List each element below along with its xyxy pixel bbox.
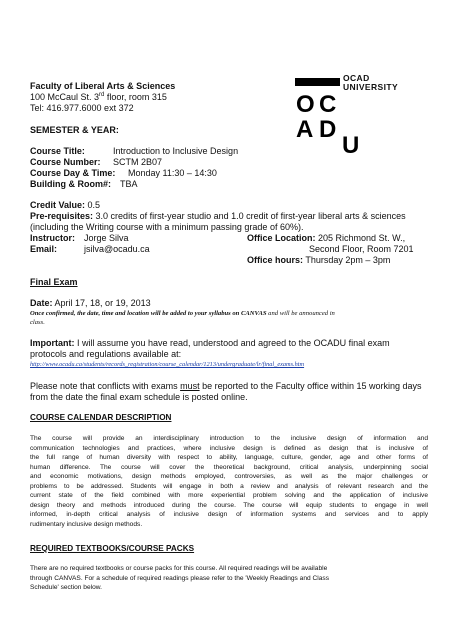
prerequisites-line-2: (including the Writing course with a minimum passing grade of 60%). (30, 222, 304, 232)
calendar-line: design theory and methods introduced during the course. The course will equip students to engage in well (30, 501, 428, 509)
logo-block-tl (295, 78, 340, 86)
faculty-name: Faculty of Liberal Arts & Sciences (30, 81, 176, 91)
important-row: Important: I will assume you have read, understood and agreed to the OCADU final exam (30, 338, 390, 348)
calendar-line: human difference. The course will cover the theoretical background, critical analysis, underpinning social (30, 463, 428, 471)
calendar-line: rudimentary inclusive design methods. (30, 520, 143, 528)
textbooks-line: There are no required textbooks or course packs for this course. All required readings will be available (30, 565, 328, 572)
instructor-name: Jorge Silva (84, 233, 129, 243)
textbooks-line: Schedule' section below. (30, 584, 103, 591)
course-number-value: SCTM 2B07 (113, 157, 163, 167)
course-room-row: Building & Room#: TBA (30, 179, 138, 189)
calendar-line: the full range of human diversity with respect to ability, language, culture, gender, age and other forms of (30, 454, 428, 461)
calendar-line: communication technologies and practices, where inclusive design is defined as design that is inclusive of (30, 444, 428, 452)
instructor-row: Instructor: Jorge Silva (30, 233, 129, 243)
calendar-description-heading: COURSE CALENDAR DESCRIPTION (30, 413, 172, 422)
calendar-line: The course will provide an interdisciplinary introduction to the inclusive design of information and (30, 435, 428, 442)
logo-word-ocad: OCAD (343, 73, 370, 83)
office-room: Second Floor, Room 7201 (309, 244, 414, 254)
final-exam-heading: Final Exam (30, 277, 78, 287)
conflict-note: Please note that conflicts with exams must be reported to the Faculty office within 15 working days (30, 381, 422, 391)
conflict-note-line-2: from the date the final exam schedule is posted online. (30, 392, 248, 402)
textbooks-body (30, 564, 428, 593)
exam-note-line-2: class. (30, 319, 45, 326)
calendar-description-body (30, 434, 428, 529)
faculty-address: 100 McCaul St. 3rd floor, room 315 (30, 92, 167, 102)
course-title-row: Course Title: Introduction to Inclusive Design (30, 146, 239, 156)
exam-note: Once confirmed, the date, time and location will be added to your syllabus on CANVAS and will be announced in (30, 310, 335, 317)
final-exams-link[interactable]: http://www.ocadu.ca/students/records_registration/course_calendar/1213/undergraduate/lr/final_exams.htm (30, 361, 305, 368)
email-address[interactable]: jsilva@ocadu.ca (84, 244, 150, 254)
textbooks-heading: REQUIRED TEXTBOOKS/COURSE PACKS (30, 544, 195, 553)
course-room-value: TBA (120, 179, 138, 189)
faculty-phone: Tel: 416.977.6000 ext 372 (30, 103, 134, 113)
logo-letter-u: U (342, 132, 360, 159)
calendar-line: informed, in-depth critical analysis of inclusive design of information systems and services and to apply (30, 511, 428, 518)
course-day-value: Monday 11:30 – 14:30 (128, 168, 217, 178)
important-line-2: protocols and regulations available at: (30, 349, 182, 359)
calendar-line: problems to be addressed. Students will engage in both a review and analysis of relevant research and the (30, 482, 428, 490)
prerequisites-row: Pre-requisites: 3.0 credits of first-year studio and 1.0 credit of first-year liberal arts & sciences (30, 211, 406, 221)
exam-date-row: Date: April 17, 18, or 19, 2013 (30, 298, 151, 308)
email-row: Email: jsilva@ocadu.ca (30, 244, 150, 254)
calendar-line: and economic motivations, design methods employed, controversies, as well as the major challenges or (30, 473, 428, 480)
logo-letter-d: D (319, 116, 337, 143)
course-number-row: Course Number: SCTM 2B07 (30, 157, 163, 167)
textbooks-line: through CANVAS. For a schedule of required readings please refer to the 'Weekly Readings and Class (30, 574, 329, 582)
office-location: Office Location: 205 Richmond St. W., (247, 233, 406, 243)
course-day-row: Course Day & Time: Monday 11:30 – 14:30 (30, 168, 217, 178)
logo-word-university: UNIVERSITY (343, 82, 399, 92)
office-hours: Office hours: Thursday 2pm – 3pm (247, 255, 391, 265)
credit-value-row: Credit Value: 0.5 (30, 200, 101, 210)
semester-year-label: SEMESTER & YEAR: (30, 125, 119, 135)
logo-letter-c: C (319, 91, 337, 118)
calendar-line: current state of the field combined with more experiential problem solving and the application of inclusive (30, 492, 428, 499)
course-title-value: Introduction to Inclusive Design (113, 146, 239, 156)
ocadu-logo (295, 73, 435, 159)
logo-letter-a: A (296, 116, 314, 143)
logo-letter-o: O (296, 91, 315, 118)
